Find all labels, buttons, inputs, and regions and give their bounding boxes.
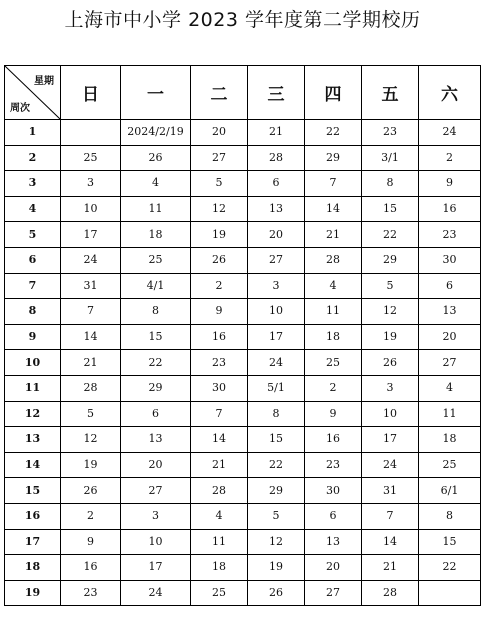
week-number-cell: 5 [5,222,61,248]
date-cell-tue: 30 [191,375,248,401]
date-cell-wed: 5 [248,503,305,529]
week-number-cell: 3 [5,171,61,197]
date-cell-thu: 27 [305,580,362,606]
date-cell-mon: 18 [121,222,191,248]
table-row [5,120,481,146]
date-cell-sat: 9 [419,171,481,197]
date-cell-fri: 28 [362,580,419,606]
date-cell-tue: 2 [191,273,248,299]
date-cell-sat: 25 [419,452,481,478]
date-cell-sat: 6/1 [419,478,481,504]
date-cell-wed: 26 [248,580,305,606]
date-cell-thu: 4 [305,273,362,299]
table-row [5,222,481,248]
week-number-cell: 4 [5,196,61,222]
date-cell-fri: 8 [362,171,419,197]
date-cell-tue: 9 [191,299,248,325]
date-cell-fri: 21 [362,555,419,581]
date-cell-sun: 14 [61,324,121,350]
date-cell-mon: 10 [121,529,191,555]
table-row [5,580,481,606]
date-cell-fri: 3/1 [362,145,419,171]
date-cell-sun: 10 [61,196,121,222]
table-row [5,478,481,504]
date-cell-mon: 13 [121,427,191,453]
date-cell-fri: 29 [362,247,419,273]
weekday-header-wed: 三 [248,66,305,120]
table-row [5,427,481,453]
date-cell-tue: 25 [191,580,248,606]
weekday-header-sun: 日 [61,66,121,120]
date-cell-wed: 28 [248,145,305,171]
table-row [5,273,481,299]
date-cell-mon: 6 [121,401,191,427]
date-cell-wed: 19 [248,555,305,581]
date-cell-wed: 3 [248,273,305,299]
date-cell-sat: 27 [419,350,481,376]
date-cell-tue: 14 [191,427,248,453]
date-cell-wed: 29 [248,478,305,504]
date-cell-tue: 4 [191,503,248,529]
week-number-cell: 16 [5,503,61,529]
date-cell-sun: 26 [61,478,121,504]
date-cell-tue: 19 [191,222,248,248]
date-cell-mon: 4 [121,171,191,197]
week-number-cell: 9 [5,324,61,350]
table-row [5,145,481,171]
date-cell-fri: 14 [362,529,419,555]
week-number-cell: 12 [5,401,61,427]
date-cell-sun: 7 [61,299,121,325]
date-cell-tue: 23 [191,350,248,376]
date-cell-fri: 17 [362,427,419,453]
date-cell-wed: 22 [248,452,305,478]
date-cell-sat: 18 [419,427,481,453]
week-number-cell: 11 [5,375,61,401]
weekday-header-tue: 二 [191,66,248,120]
date-cell-tue: 27 [191,145,248,171]
weekday-header-sat: 六 [419,66,481,120]
date-cell-mon: 27 [121,478,191,504]
week-number-cell: 18 [5,555,61,581]
date-cell-thu: 11 [305,299,362,325]
date-cell-fri: 7 [362,503,419,529]
date-cell-sun: 21 [61,350,121,376]
date-cell-sun: 3 [61,171,121,197]
date-cell-fri: 12 [362,299,419,325]
date-cell-fri: 15 [362,196,419,222]
date-cell-sun: 25 [61,145,121,171]
date-cell-sun [61,120,121,146]
date-cell-fri: 22 [362,222,419,248]
date-cell-mon: 29 [121,375,191,401]
date-cell-thu: 2 [305,375,362,401]
week-number-cell: 15 [5,478,61,504]
date-cell-tue: 16 [191,324,248,350]
corner-cell [5,66,61,120]
week-number-cell: 14 [5,452,61,478]
table-row [5,452,481,478]
table-row [5,529,481,555]
weekday-header-mon: 一 [121,66,191,120]
date-cell-fri: 10 [362,401,419,427]
date-cell-thu: 9 [305,401,362,427]
school-calendar-table [4,65,481,606]
date-cell-wed: 20 [248,222,305,248]
date-cell-mon: 22 [121,350,191,376]
date-cell-mon: 20 [121,452,191,478]
date-cell-thu: 18 [305,324,362,350]
date-cell-sat: 23 [419,222,481,248]
date-cell-thu: 29 [305,145,362,171]
date-cell-sat: 20 [419,324,481,350]
date-cell-sun: 2 [61,503,121,529]
date-cell-tue: 18 [191,555,248,581]
date-cell-mon: 17 [121,555,191,581]
date-cell-tue: 7 [191,401,248,427]
date-cell-wed: 10 [248,299,305,325]
week-number-cell: 1 [5,120,61,146]
date-cell-sat: 8 [419,503,481,529]
date-cell-tue: 28 [191,478,248,504]
week-number-cell: 8 [5,299,61,325]
date-cell-sun: 28 [61,375,121,401]
date-cell-tue: 20 [191,120,248,146]
date-cell-wed: 12 [248,529,305,555]
date-cell-thu: 6 [305,503,362,529]
date-cell-sun: 16 [61,555,121,581]
date-cell-thu: 14 [305,196,362,222]
weekday-header-thu: 四 [305,66,362,120]
date-cell-sun: 19 [61,452,121,478]
date-cell-wed: 13 [248,196,305,222]
date-cell-wed: 8 [248,401,305,427]
date-cell-wed: 15 [248,427,305,453]
date-cell-sat: 22 [419,555,481,581]
date-cell-sun: 23 [61,580,121,606]
date-cell-fri: 31 [362,478,419,504]
date-cell-mon: 15 [121,324,191,350]
date-cell-sun: 9 [61,529,121,555]
date-cell-mon: 8 [121,299,191,325]
date-cell-tue: 5 [191,171,248,197]
date-cell-sun: 12 [61,427,121,453]
table-row [5,196,481,222]
date-cell-mon: 11 [121,196,191,222]
date-cell-wed: 27 [248,247,305,273]
date-cell-sun: 24 [61,247,121,273]
date-cell-fri: 23 [362,120,419,146]
date-cell-fri: 3 [362,375,419,401]
week-number-corner-label: 周次 [10,103,30,114]
weekday-header-fri: 五 [362,66,419,120]
date-cell-sat: 30 [419,247,481,273]
date-cell-wed: 24 [248,350,305,376]
date-cell-sun: 31 [61,273,121,299]
week-number-cell: 17 [5,529,61,555]
date-cell-sat: 4 [419,375,481,401]
calendar-body [5,120,481,606]
date-cell-thu: 16 [305,427,362,453]
date-cell-wed: 21 [248,120,305,146]
date-cell-wed: 17 [248,324,305,350]
date-cell-sun: 5 [61,401,121,427]
date-cell-mon: 24 [121,580,191,606]
date-cell-wed: 6 [248,171,305,197]
date-cell-fri: 19 [362,324,419,350]
date-cell-thu: 30 [305,478,362,504]
table-row [5,324,481,350]
date-cell-sat: 6 [419,273,481,299]
date-cell-mon: 25 [121,247,191,273]
date-cell-thu: 23 [305,452,362,478]
date-cell-thu: 13 [305,529,362,555]
header-row [5,66,481,120]
date-cell-sat [419,580,481,606]
week-number-cell: 6 [5,247,61,273]
date-cell-thu: 28 [305,247,362,273]
date-cell-sat: 2 [419,145,481,171]
date-cell-sat: 16 [419,196,481,222]
date-cell-thu: 25 [305,350,362,376]
page-title: 上海市中小学 2023 学年度第二学期校历 [64,9,421,31]
date-cell-tue: 21 [191,452,248,478]
date-cell-fri: 5 [362,273,419,299]
date-cell-sat: 13 [419,299,481,325]
week-number-cell: 10 [5,350,61,376]
date-cell-thu: 22 [305,120,362,146]
table-row [5,247,481,273]
date-cell-thu: 21 [305,222,362,248]
weekday-corner-label: 星期 [34,76,54,87]
date-cell-wed: 5/1 [248,375,305,401]
week-number-cell: 13 [5,427,61,453]
table-row [5,375,481,401]
week-number-cell: 7 [5,273,61,299]
date-cell-mon: 26 [121,145,191,171]
date-cell-sat: 11 [419,401,481,427]
date-cell-mon: 3 [121,503,191,529]
date-cell-thu: 20 [305,555,362,581]
date-cell-sat: 15 [419,529,481,555]
date-cell-tue: 11 [191,529,248,555]
table-row [5,171,481,197]
date-cell-sat: 24 [419,120,481,146]
table-row [5,299,481,325]
table-row [5,555,481,581]
date-cell-sun: 17 [61,222,121,248]
date-cell-tue: 12 [191,196,248,222]
table-row [5,401,481,427]
date-cell-thu: 7 [305,171,362,197]
table-row [5,350,481,376]
date-cell-mon: 4/1 [121,273,191,299]
date-cell-fri: 26 [362,350,419,376]
week-number-cell: 19 [5,580,61,606]
table-row [5,503,481,529]
date-cell-mon: 2024/2/19 [121,120,191,146]
week-number-cell: 2 [5,145,61,171]
date-cell-fri: 24 [362,452,419,478]
date-cell-tue: 26 [191,247,248,273]
